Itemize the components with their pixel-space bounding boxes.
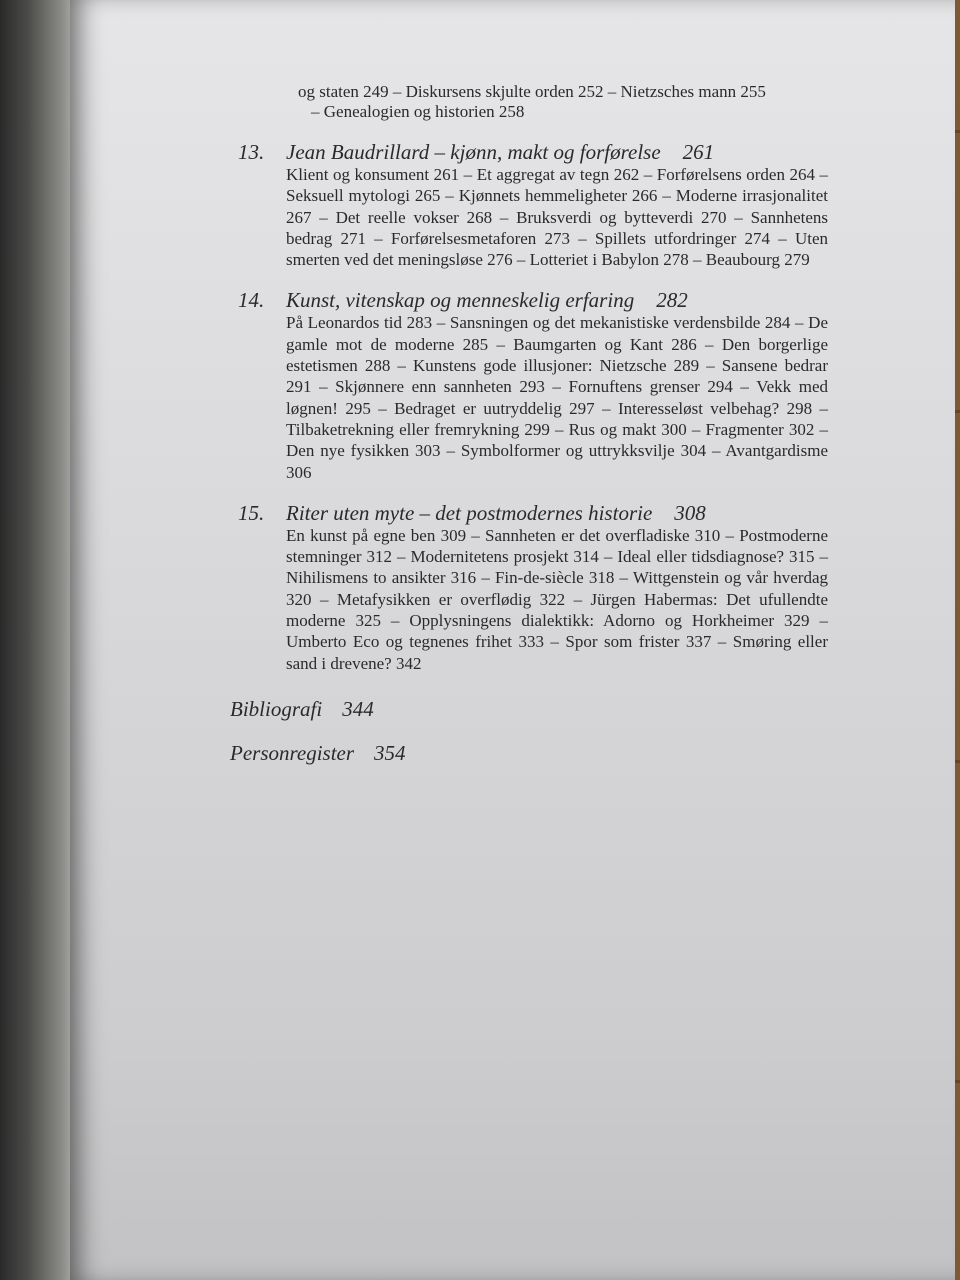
chapter-sections: En kunst på egne ben 309 – Sannheten er det overfladiske 310 – Postmoderne stemninger 312 – Modernitetens prosjekt 314 – Ideal eller tidsdiagnose? 315 – Nihilismens to ansikter 316 – Fin-de-siècle 318 – Wittgenstein og vår hverdag 320 – Metafysikken er overflødig 322 – Jürgen Habermas: Det ufullendte moderne 325 – Opplysningens dialektikk: Adorno og Horkheimer 329 – Umberto Eco og tegnenes frihet 333 – Spor som frister 337 – Smøring eller sand i drevene? 342 [286, 525, 828, 673]
chapter-page: 261 [682, 140, 715, 164]
entry-title: Personregister [230, 740, 355, 765]
continued-line-2: – Genealogien og historien 258 [311, 102, 525, 121]
facing-page-edge [0, 0, 78, 1280]
chapter-13 [238, 140, 828, 270]
table-of-contents [230, 82, 828, 766]
person-index-entry [230, 740, 828, 766]
chapter-sections: På Leonardos tid 283 – Sansningen og det mekanistiske verdensbilde 284 – De gamle mot de moderne 285 – Baumgarten og Kant 286 – Den borgerlige estetismen 288 – Kunstens gode illusjoner: Nietzsche 289 – Sansene bedrar 291 – Skjønnere enn sannheten 293 – Fornuftens grenser 294 – Vekk med løgnen! 295 – Bedraget er uutryddelig 297 – Interesseløst velbehag? 298 – Tilbaketrekning eller fremrykning 299 – Rus og makt 300 – Fragmenter 302 – Den nye fysikken 303 – Symbolformer og uttrykksvilje 304 – Avantgardisme 306 [286, 313, 828, 482]
continued-line-1: og staten 249 – Diskursens skjulte orden 252 – Nietzsches mann 255 [298, 82, 766, 101]
chapter-page: 308 [674, 500, 706, 525]
entry-page: 354 [374, 740, 406, 765]
chapter-title: Kunst, vitenskap og menneskelig erfaring [286, 288, 635, 313]
chapter-number: 14. [238, 288, 265, 313]
chapter-title: Riter uten myte – det postmodernes historie [286, 500, 653, 525]
chapter-page: 282 [656, 288, 688, 313]
chapter-title: Jean Baudrillard – kjønn, makt og forførelse [286, 140, 661, 164]
bibliography-entry [230, 696, 828, 722]
entry-title: Bibliografi [230, 696, 323, 721]
chapter-number: 15. [238, 500, 265, 525]
chapter-14 [238, 288, 828, 482]
chapter-sections: Klient og konsument 261 – Et aggregat av tegn 262 – Forførelsens orden 264 – Seksuell mytologi 265 – Kjønnets hemmeligheter 266 – Moderne irrasjonalitet 267 – Det reelle vokser 268 – Bruksverdi og bytteverdi 270 – Sannhetens bedrag 271 – Forførelsesmetaforen 273 – Spillets utfordringer 274 – Uten smerten ved det meningsløse 276 – Lotteriet i Babylon 278 – Beaubourg 279 [286, 165, 828, 270]
entry-page: 344 [342, 696, 374, 721]
chapter-15 [238, 501, 828, 674]
back-matter [230, 696, 828, 766]
chapter-number: 13. [238, 140, 265, 164]
book-page [70, 0, 955, 1280]
